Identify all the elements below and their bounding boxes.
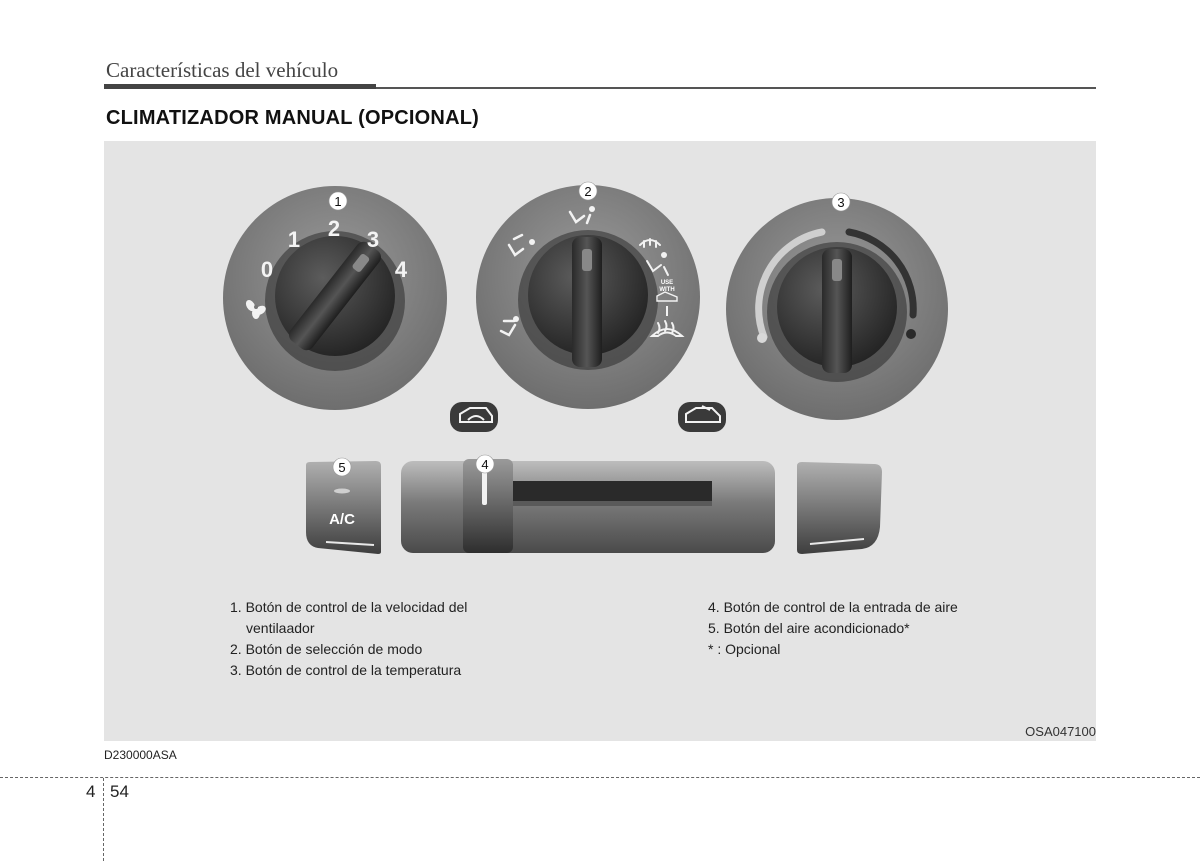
footer-dashed-divider — [103, 778, 104, 861]
captions-left — [230, 597, 520, 681]
caption-5: 5. Botón del aire acondicionado* — [708, 620, 910, 636]
callout-1 — [329, 192, 347, 210]
mode-knob-handle[interactable] — [572, 237, 602, 367]
with-label: WITH — [659, 287, 675, 293]
figure-code: OSA047100 — [1025, 724, 1096, 739]
page-number: 54 — [110, 782, 129, 801]
caption-2: 2. Botón de selección de modo — [230, 641, 423, 657]
fresh-air-icon — [678, 402, 726, 432]
temperature-knob-handle[interactable] — [822, 249, 852, 373]
ac-indicator-light — [334, 489, 350, 494]
svg-text:3: 3 — [837, 195, 845, 210]
captions-right — [708, 597, 1038, 660]
fan-speed-0: 0 — [260, 257, 274, 282]
caption-optional: * : Opcional — [708, 641, 781, 657]
warm-dot — [906, 329, 916, 339]
air-intake-slider-handle[interactable] — [463, 459, 513, 553]
temperature-dial[interactable] — [726, 198, 948, 420]
fan-speed-4: 4 — [394, 257, 408, 282]
callout-2 — [579, 182, 597, 200]
caption-1: 1. Botón de control de la velocidad del ventilaador — [230, 599, 468, 636]
fan-speed-1: 1 — [287, 227, 301, 252]
svg-text:5: 5 — [338, 460, 346, 475]
mode-selector-dial[interactable] — [476, 185, 700, 409]
running-header: Características del vehículo — [106, 58, 339, 82]
chapter-number: 4 — [86, 782, 96, 801]
air-intake-slider-track — [401, 461, 775, 553]
svg-text:1: 1 — [334, 194, 342, 209]
svg-text:2: 2 — [584, 184, 592, 199]
callout-3 — [832, 193, 850, 211]
caption-3: 3. Botón de control de la temperatura — [230, 662, 462, 678]
fan-speed-3: 3 — [366, 227, 380, 252]
fan-speed-2: 2 — [327, 216, 341, 241]
ac-button-label: A/C — [329, 511, 355, 528]
climate-control-figure — [104, 141, 1096, 741]
callout-4 — [476, 455, 494, 473]
document-code: D230000ASA — [104, 748, 177, 762]
footer-dashed-rule — [0, 777, 1200, 778]
section-title: CLIMATIZADOR MANUAL (OPCIONAL) — [106, 107, 479, 129]
right-blank-button[interactable] — [797, 462, 882, 554]
svg-text:4: 4 — [481, 457, 489, 472]
cool-dot — [757, 333, 767, 343]
caption-4: 4. Botón de control de la entrada de aire — [708, 599, 958, 615]
callout-5 — [333, 458, 351, 476]
recirculation-icon — [450, 402, 498, 432]
use-label: USE — [660, 280, 674, 286]
header-rule-accent — [104, 84, 376, 89]
fan-speed-dial[interactable] — [223, 186, 447, 410]
